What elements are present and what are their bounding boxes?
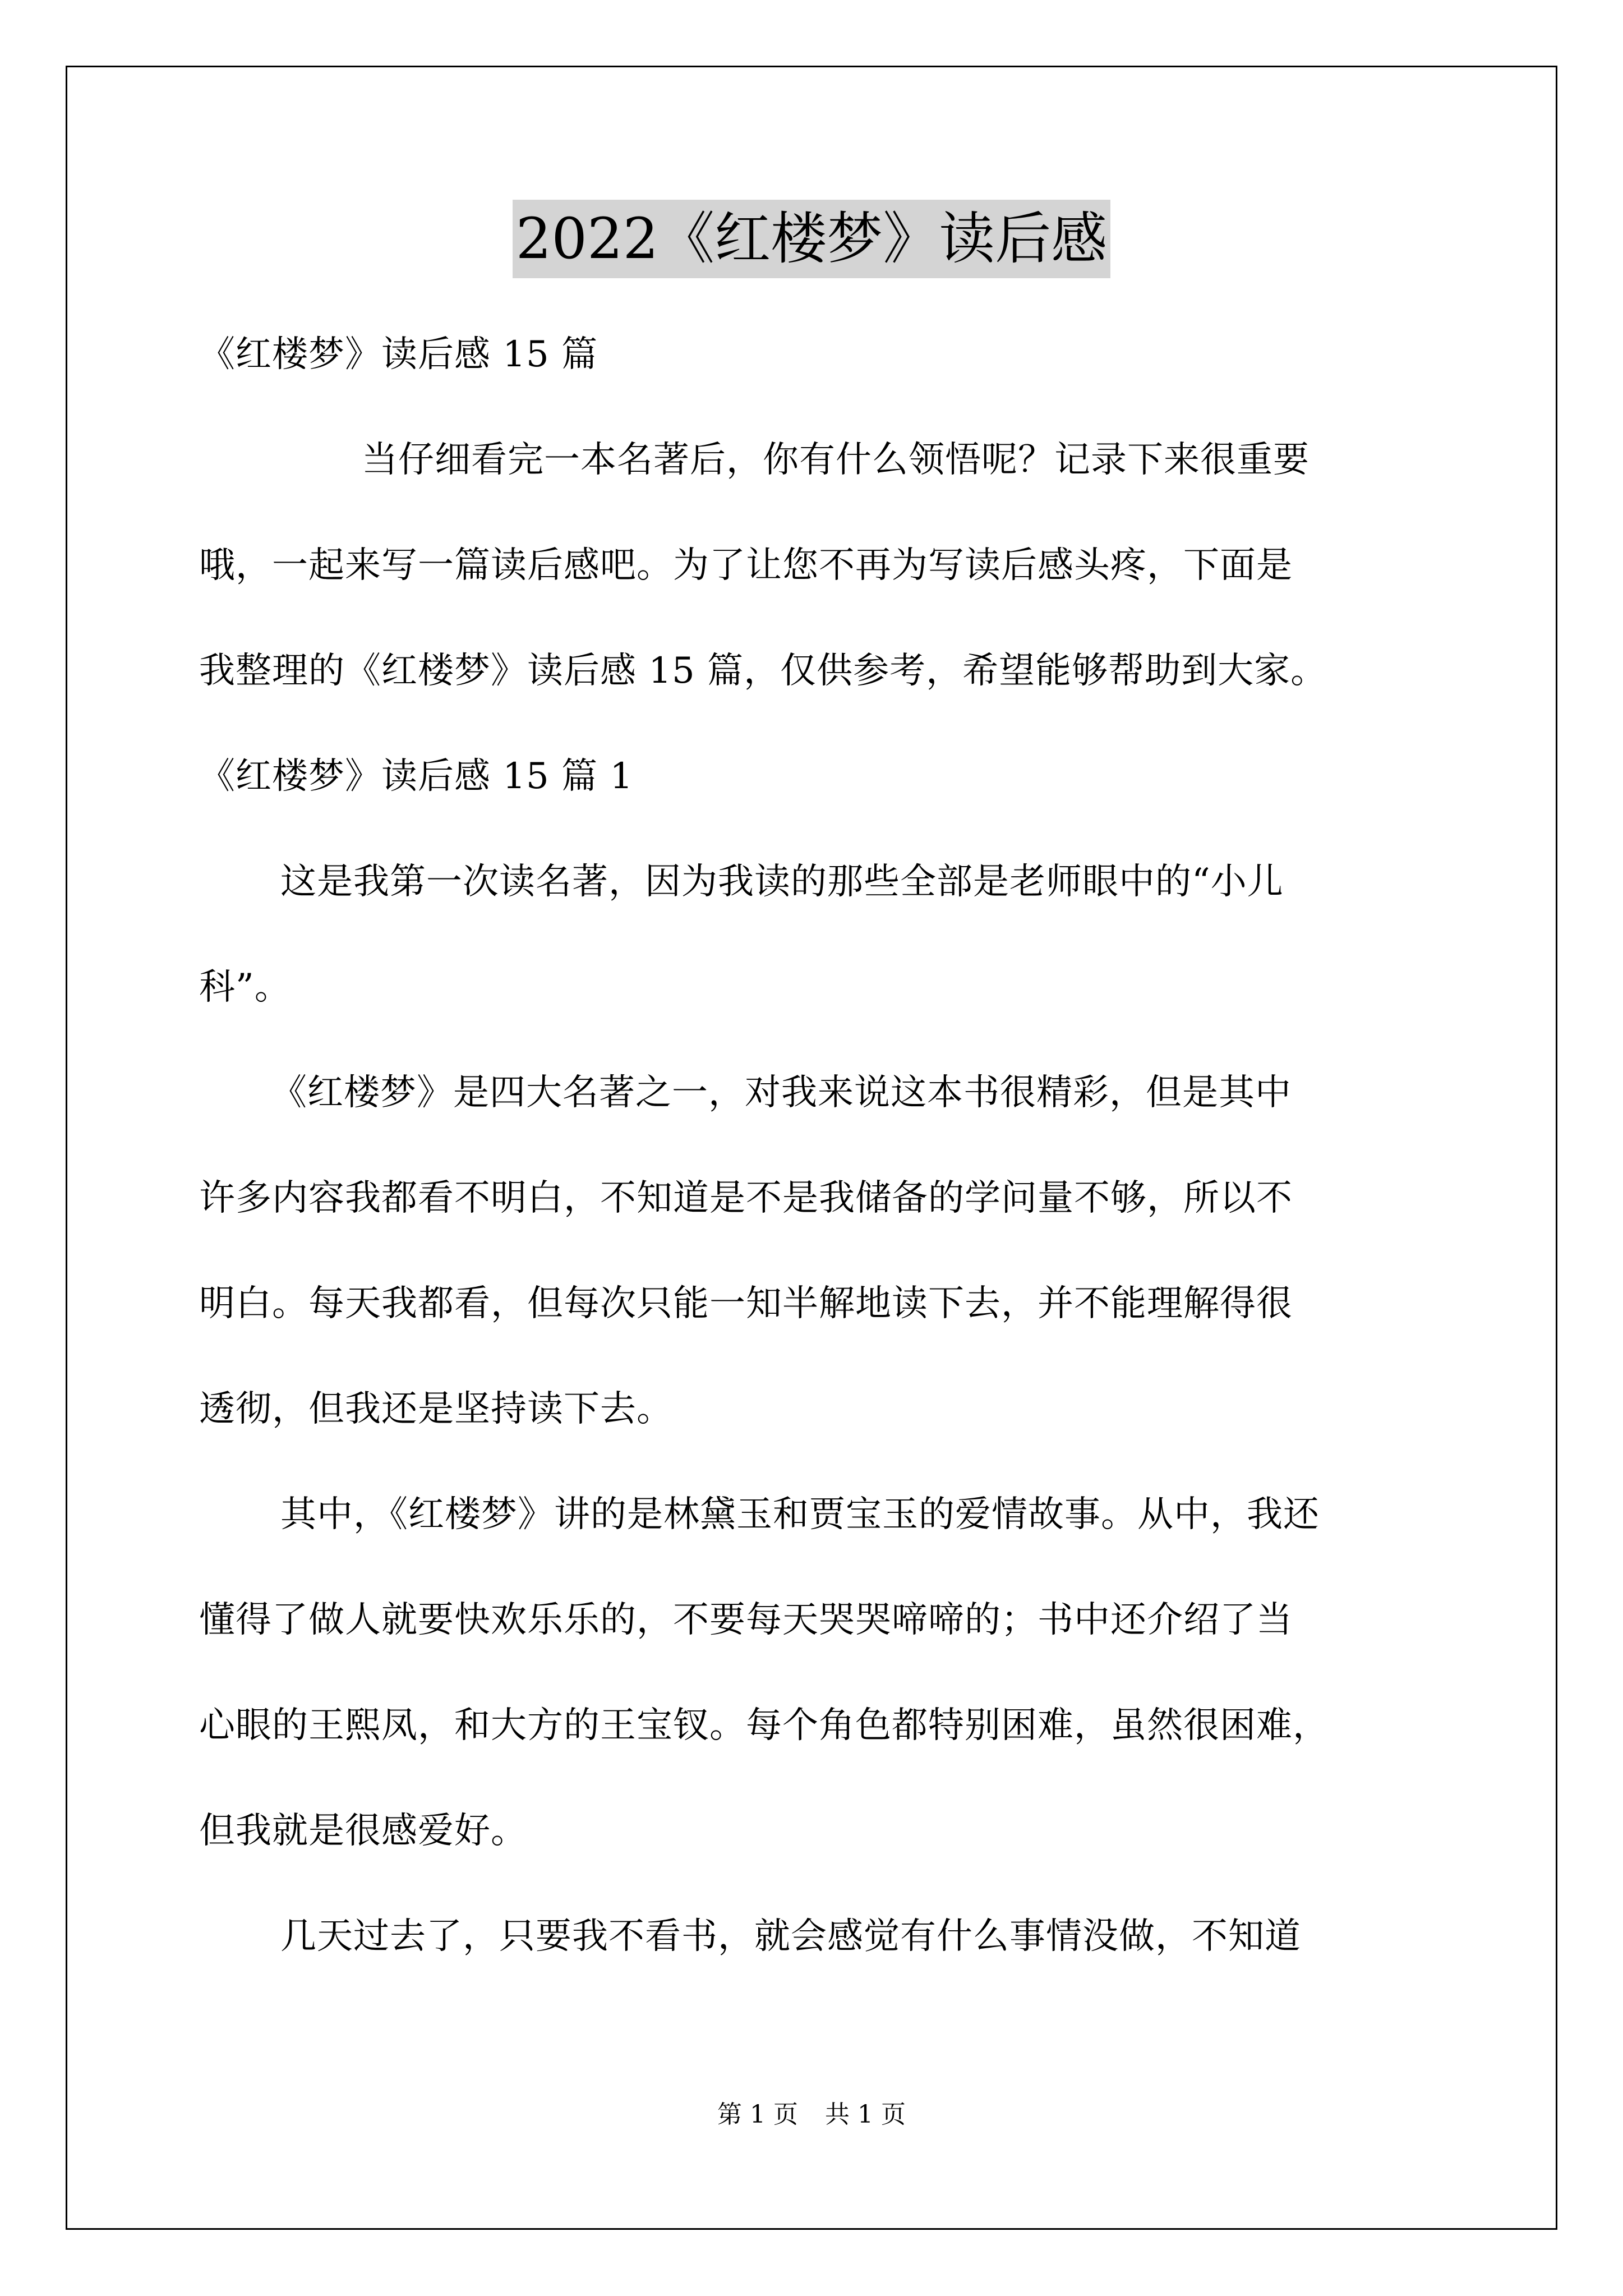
intro-line-1: 当仔细看完一本名著后，你有什么领悟呢？记录下来很重要 <box>362 439 1310 481</box>
intro-line-2: 哦，一起来写一篇读后感吧。为了让您不再为写读后感头疼，下面是 <box>199 545 1293 586</box>
paragraph-1-line-2: 科”。 <box>199 967 291 1008</box>
paragraph-1-line-1: 这是我第一次读名著，因为我读的那些全部是老师眼中的“小儿 <box>280 861 1284 903</box>
paragraph-3-line-1: 其中，《红楼梦》讲的是林黛玉和贾宝玉的爱情故事。从中，我还 <box>280 1494 1320 1535</box>
paragraph-2-line-3: 明白。每天我都看，但每次只能一知半解地读下去，并不能理解得很 <box>199 1283 1293 1324</box>
paragraph-2-line-4: 透彻，但我还是坚持读下去。 <box>199 1388 673 1430</box>
paragraph-3-line-3: 心眼的王熙凤，和大方的王宝钗。每个角色都特别困难，虽然很困难， <box>199 1705 1329 1746</box>
paragraph-3-line-2: 懂得了做人就要快欢乐乐的，不要每天哭哭啼啼的；书中还介绍了当 <box>199 1599 1293 1641</box>
paragraph-4-line-1: 几天过去了，只要我不看书，就会感觉有什么事情没做，不知道 <box>280 1916 1301 1957</box>
paragraph-3-line-4: 但我就是很感爱好。 <box>199 1810 527 1852</box>
intro-line-3: 我整理的《红楼梦》读后感 15 篇，仅供参考，希望能够帮助到大家。 <box>199 650 1327 692</box>
document-body <box>199 302 1455 1989</box>
paragraph-2-line-2: 许多内容我都看不明白，不知道是不是我储备的学问量不够，所以不 <box>199 1177 1293 1219</box>
page-number-total: 共 1 页 <box>825 2100 906 2129</box>
page-number-current: 第 1 页 <box>717 2100 798 2129</box>
subtitle-line: 《红楼梦》读后感 15 篇 <box>199 334 598 375</box>
paragraph-2-line-1: 《红楼梦》是四大名著之一，对我来说这本书很精彩，但是其中 <box>271 1072 1292 1114</box>
page-footer <box>0 2098 1623 2132</box>
document-title: 2022《红楼梦》读后感 <box>513 200 1111 278</box>
title-container <box>0 200 1623 278</box>
section-heading: 《红楼梦》读后感 15 篇 1 <box>199 756 634 797</box>
